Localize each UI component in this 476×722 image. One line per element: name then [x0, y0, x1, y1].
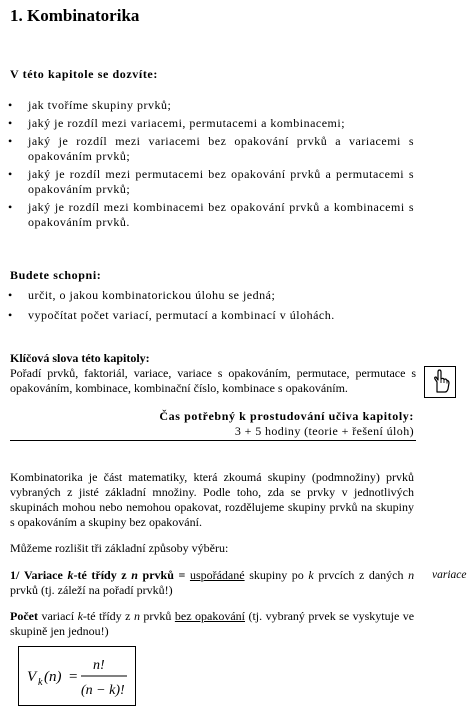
bullet-icon: • — [8, 308, 13, 322]
divider — [10, 440, 416, 441]
skills-bullet-list — [8, 288, 414, 326]
chapter-title: 1. Kombinatorika — [10, 6, 140, 25]
formula-lhs-arg: (n) — [44, 669, 62, 685]
margin-note-variace: variace — [432, 569, 467, 581]
list-item: • jaký je rozdíl mezi permutacemi bez opakování prvků a permutacemi s opakováním prvků; — [8, 167, 414, 196]
list-item: • jaký je rozdíl mezi variacemi bez opakování prvků a variacemi s opakováním prvků; — [8, 134, 414, 163]
bullet-icon: • — [8, 116, 13, 130]
formula-lhs-sub: k — [38, 677, 43, 688]
list-item: • vypočítat počet variací, permutací a kombinací v úlohách. — [8, 308, 335, 322]
formula-equals: = — [69, 669, 78, 685]
intro-heading: V této kapitole se dozvíte: — [10, 67, 158, 81]
selection-methods-text: Můžeme rozlišit tři základní způsoby výběru: — [10, 541, 229, 555]
formula-lhs-letter: V — [27, 669, 37, 685]
bullet-icon: • — [8, 288, 13, 302]
keywords-text: Pořadí prvků, faktoriál, variace, variace s opakováním, permutace, permutace s opakováním, kombinace, kombinační číslo, kombinace s opakováním. — [10, 366, 416, 395]
list-item: • jaký je rozdíl mezi kombinacemi bez opakování prvků a kombinacemi s opakováním prvků. — [8, 200, 414, 229]
study-time-label: Čas potřebný k prostudování učiva kapitoly: — [159, 409, 414, 423]
study-time-value: 3 + 5 hodiny (teorie + řešení úloh) — [234, 424, 414, 438]
formula-denominator: (n − k)! — [81, 683, 125, 698]
bullet-icon: • — [8, 167, 13, 181]
skills-heading: Budete schopni: — [10, 268, 102, 282]
pointing-hand-icon — [424, 366, 456, 398]
intro-paragraph: Kombinatorika je část matematiky, která zkoumá skupiny (podmnožiny) prvků vybraných z jisté základní množiny. Podle toho, zda se prvky v jednotlivých skupinách mohou nebo nemohou opakovat, rozdělujeme skupiny prvků na skupiny s opakováním a skupiny bez opakování. — [10, 470, 414, 529]
variation-count-text: Počet variací k-té třídy z n prvků bez opakování (tj. vybraný prvek se vyskytuje ve skupině jen jednou!) — [10, 609, 415, 638]
variation-definition: 1/ Variace k-té třídy z n prvků = uspořádané skupiny po k prvcích z daných n prvků (tj. záleží na pořadí prvků!) — [10, 568, 415, 597]
list-item: • jaký je rozdíl mezi variacemi, permutacemi a kombinacemi; — [8, 116, 346, 130]
bullet-icon: • — [8, 98, 13, 112]
keywords-title: Klíčová slova této kapitoly: — [10, 351, 150, 365]
bullet-icon: • — [8, 134, 13, 148]
list-item: • jak tvoříme skupiny prvků; — [8, 98, 172, 112]
list-item: • určit, o jakou kombinatorickou úlohu se jedná; — [8, 288, 276, 302]
bullet-icon: • — [8, 200, 13, 214]
intro-bullet-list — [8, 98, 414, 233]
formula-numerator: n! — [93, 658, 105, 673]
variation-formula — [18, 646, 136, 706]
